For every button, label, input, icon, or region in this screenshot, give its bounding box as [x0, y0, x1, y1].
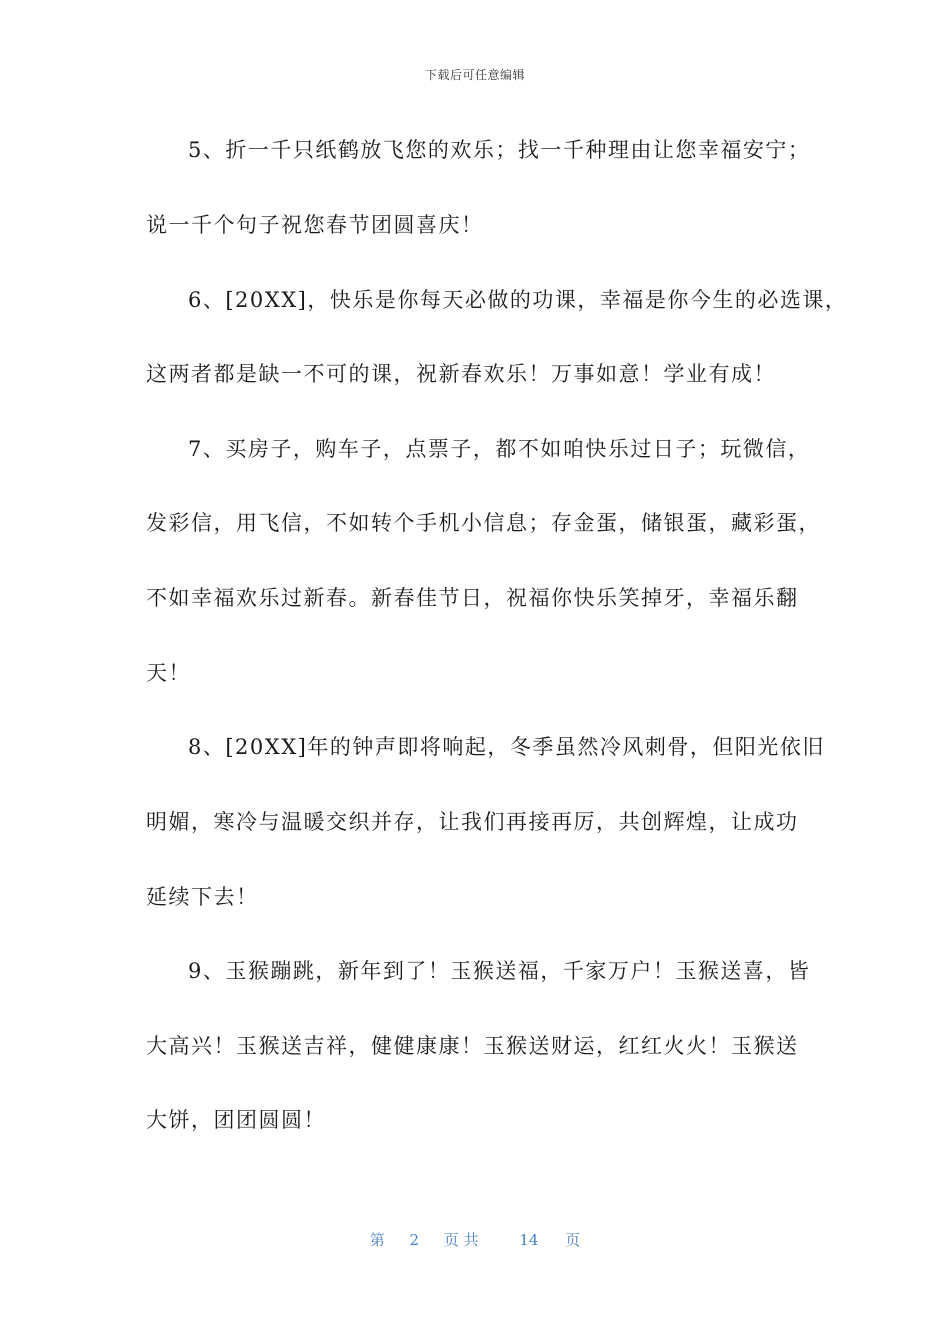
paragraph-line: 明媚，寒冷与温暖交织并存，让我们再接再厉，共创辉煌，让成功	[146, 810, 799, 834]
footer-label-total: 页 共	[443, 1231, 479, 1249]
footer-label-end: 页	[565, 1231, 581, 1249]
paragraph-line: 发彩信，用飞信，不如转个手机小信息；存金蛋，储银蛋，藏彩蛋，	[146, 511, 821, 535]
paragraph-line: 大饼，团团圆圆！	[146, 1108, 326, 1132]
footer-page-number: 2	[409, 1231, 420, 1249]
paragraph-line: 大高兴！玉猴送吉祥，健健康康！玉猴送财运，红红火火！玉猴送	[146, 1034, 799, 1058]
paragraph-line: 9、玉猴蹦跳，新年到了！玉猴送福，千家万户！玉猴送喜，皆	[188, 959, 811, 983]
paragraph-line: 这两者都是缺一不可的课，祝新春欢乐！万事如意！学业有成！	[146, 362, 776, 386]
paragraph-line: 7、买房子，购车子，点票子，都不如咱快乐过日子；玩微信，	[188, 437, 811, 461]
footer-total-pages: 14	[519, 1231, 539, 1249]
paragraph-line: 延续下去！	[146, 885, 259, 909]
paragraph-line: 说一千个句子祝您春节团圆喜庆！	[146, 213, 484, 237]
page-header: 下载后可任意编辑	[424, 68, 525, 82]
page-footer	[0, 1229, 950, 1250]
paragraph-line: 不如幸福欢乐过新春。新春佳节日，祝福你快乐笑掉牙，幸福乐翻	[146, 586, 799, 610]
paragraph-line: 8、[20XX]年的钟声即将响起，冬季虽然冷风刺骨，但阳光依旧	[188, 735, 825, 759]
footer-label-page: 第	[369, 1231, 385, 1249]
paragraph-line: 5、折一千只纸鹤放飞您的欢乐；找一千种理由让您幸福安宁；	[188, 138, 811, 162]
paragraph-line: 6、[20XX]，快乐是你每天必做的功课，幸福是你今生的必选课，	[188, 288, 848, 312]
paragraph-line: 天！	[146, 661, 191, 685]
